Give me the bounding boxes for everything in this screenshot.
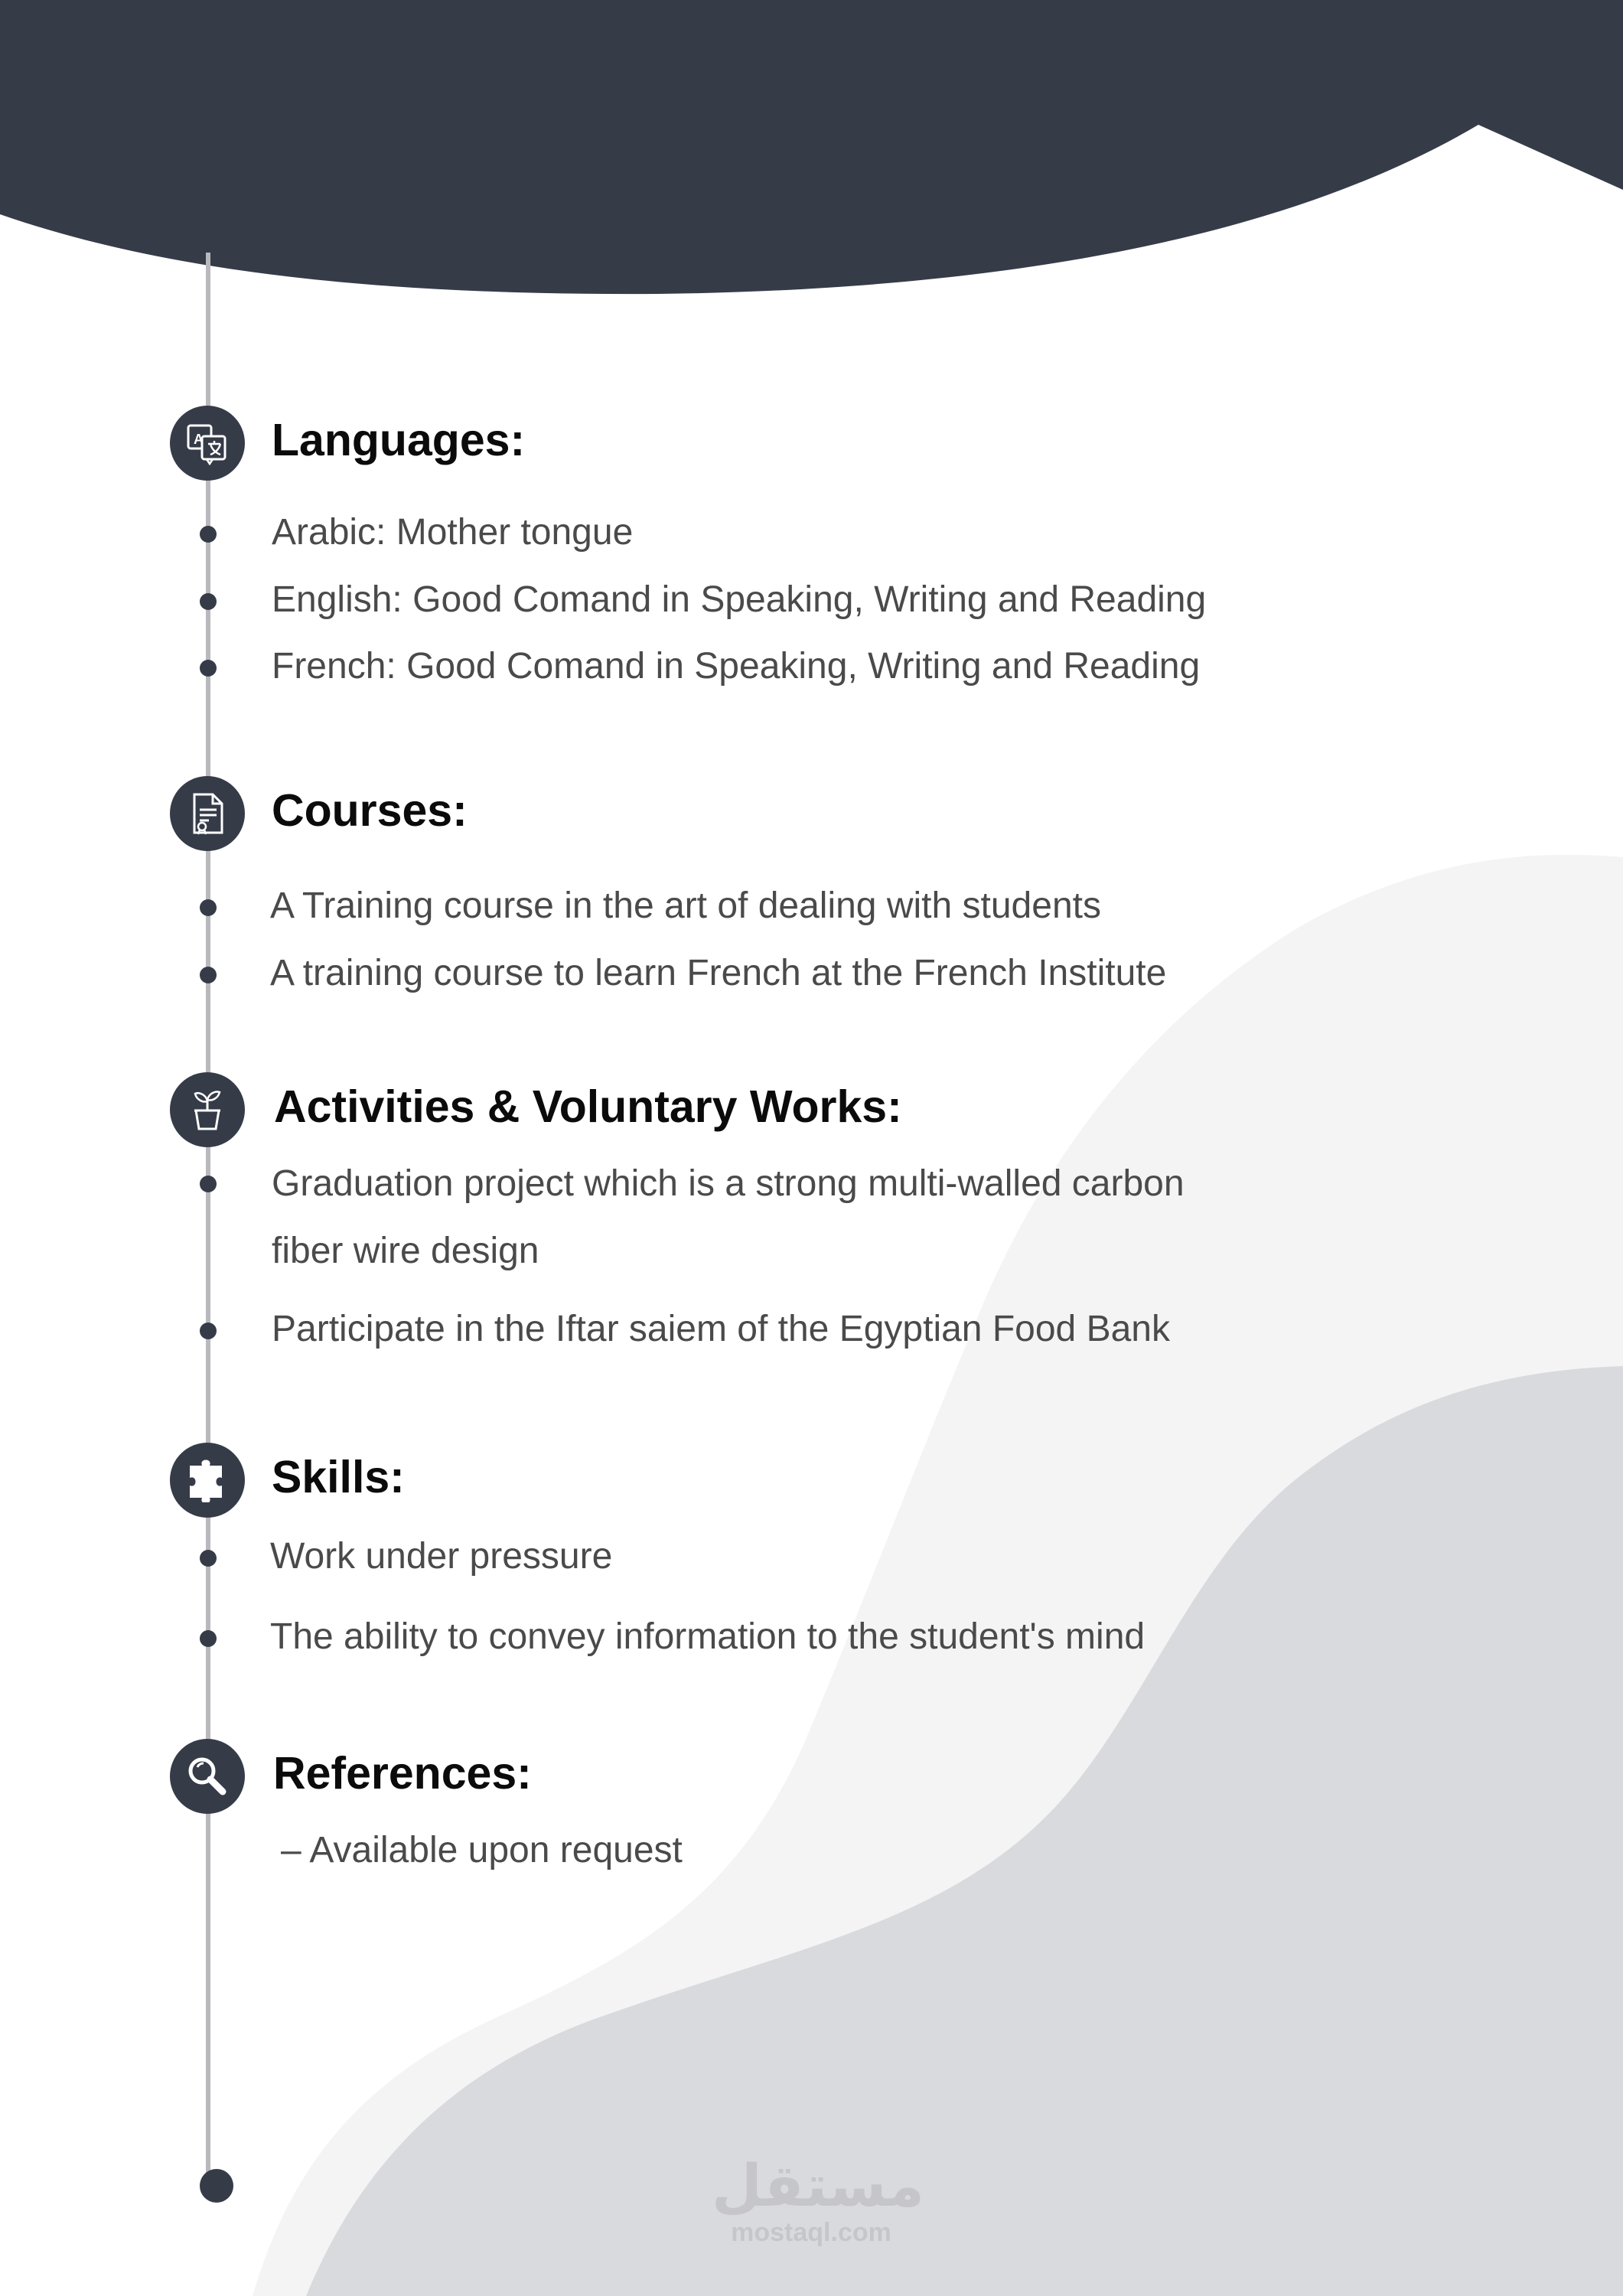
list-item: A Training course in the art of dealing with students [270,885,1101,926]
bullet-dot [200,1176,217,1192]
list-item: English: Good Comand in Speaking, Writing and Reading [272,579,1207,620]
list-item: The ability to convey information to the student's mind [270,1616,1146,1657]
bullet-dot [200,1550,217,1567]
magnifier-icon [170,1739,245,1814]
bullet-dot [200,526,217,543]
certificate-document-icon [170,776,245,851]
puzzle-piece-icon [170,1443,245,1518]
references-note: – Available upon request [281,1830,683,1870]
bullet-dot [200,660,217,677]
timeline-end-dot [200,2169,233,2203]
list-item: Participate in the Iftar saiem of the Egyptian Food Bank [272,1309,1170,1349]
svg-text:A: A [194,432,204,447]
section-title-references: References: [273,1748,532,1799]
bullet-dot [200,1630,217,1647]
bullet-dot [200,899,217,916]
list-item: A training course to learn French at the French Institute [270,953,1167,993]
section-title-skills: Skills: [272,1452,405,1502]
watermark-latin: mostaql.com [731,2218,891,2247]
bullet-dot [200,1322,217,1339]
section-title-activities: Activities & Voluntary Works: [274,1081,902,1132]
section-title-courses: Courses: [272,785,468,836]
bullet-dot [200,593,217,610]
list-item: Arabic: Mother tongue [272,512,634,553]
list-item: French: Good Comand in Speaking, Writing and Reading [272,646,1201,687]
section-title-languages: Languages: [272,415,526,465]
header-banner-shape [0,0,1623,294]
potted-plant-icon [170,1072,245,1147]
mostaql-watermark [712,2151,924,2248]
list-item: Graduation project which is a strong multi-walled carbon fiber wire design [272,1163,1185,1271]
bullet-dot [200,967,217,983]
translate-icon [170,406,245,481]
list-item: Work under pressure [270,1536,613,1577]
watermark-arabic: مستقل [712,2151,924,2219]
